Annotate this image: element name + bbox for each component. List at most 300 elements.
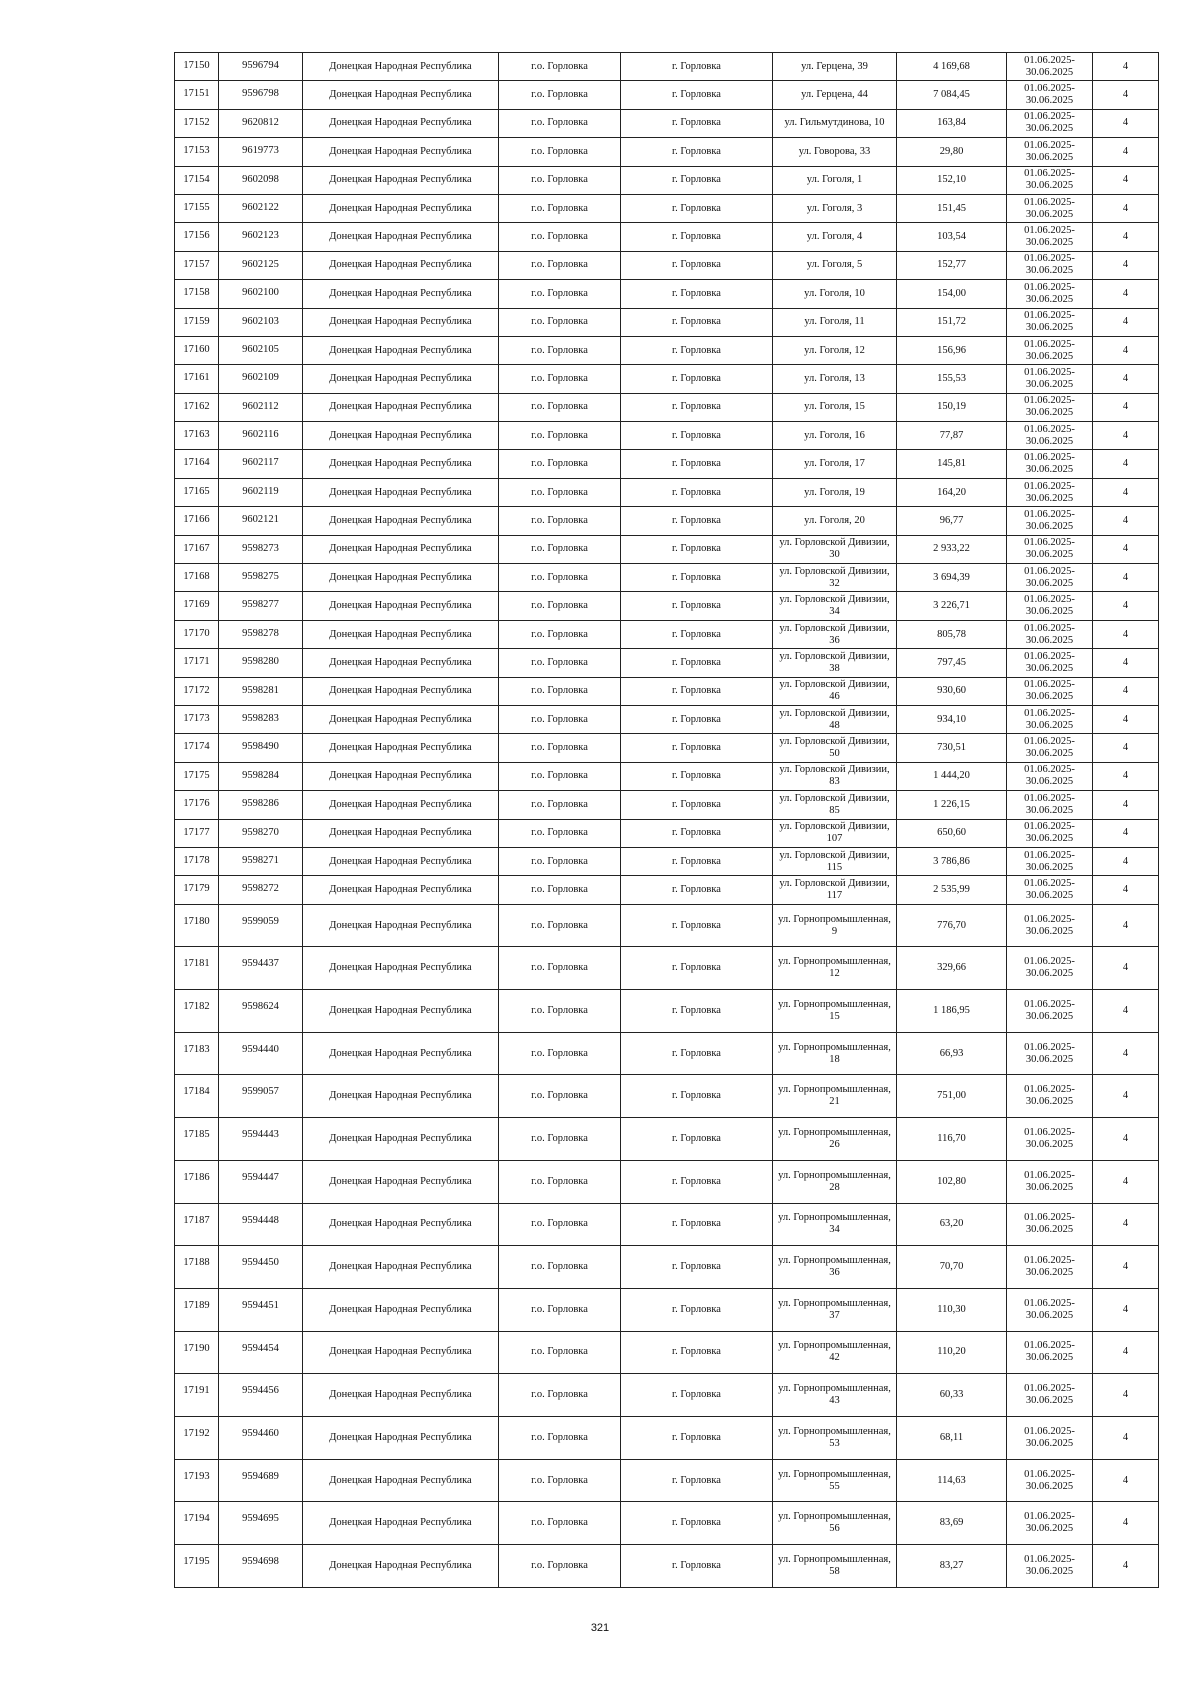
category-cell: 4 xyxy=(1093,990,1159,1033)
city-cell: г. Горловка xyxy=(621,1160,773,1203)
table-row xyxy=(175,1331,1159,1374)
category-cell: 4 xyxy=(1093,1459,1159,1502)
city-cell: г. Горловка xyxy=(621,620,773,648)
code-cell: 9599057 xyxy=(219,1075,303,1118)
table-row xyxy=(175,677,1159,705)
district-cell: г.о. Горловка xyxy=(499,649,621,677)
table-row xyxy=(175,109,1159,137)
address-cell: ул. Гоголя, 4 xyxy=(773,223,897,251)
period-cell: 01.06.2025-30.06.2025 xyxy=(1007,876,1093,904)
value-cell: 151,72 xyxy=(897,308,1007,336)
region-cell: Донецкая Народная Республика xyxy=(303,819,499,847)
table-row xyxy=(175,81,1159,109)
value-cell: 797,45 xyxy=(897,649,1007,677)
district-cell: г.о. Горловка xyxy=(499,1118,621,1161)
table-row xyxy=(175,819,1159,847)
category-cell: 4 xyxy=(1093,705,1159,733)
value-cell: 730,51 xyxy=(897,734,1007,762)
row-number-cell: 17151 xyxy=(175,81,219,109)
code-cell: 9598277 xyxy=(219,592,303,620)
table-row xyxy=(175,422,1159,450)
period-cell: 01.06.2025-30.06.2025 xyxy=(1007,1203,1093,1246)
value-cell: 63,20 xyxy=(897,1203,1007,1246)
category-cell: 4 xyxy=(1093,535,1159,563)
value-cell: 2 933,22 xyxy=(897,535,1007,563)
row-number-cell: 17167 xyxy=(175,535,219,563)
category-cell: 4 xyxy=(1093,677,1159,705)
address-cell: ул. Горнопромышленная, 55 xyxy=(773,1459,897,1502)
category-cell: 4 xyxy=(1093,762,1159,790)
period-cell: 01.06.2025-30.06.2025 xyxy=(1007,450,1093,478)
value-cell: 7 084,45 xyxy=(897,81,1007,109)
period-cell: 01.06.2025-30.06.2025 xyxy=(1007,791,1093,819)
row-number-cell: 17159 xyxy=(175,308,219,336)
city-cell: г. Горловка xyxy=(621,336,773,364)
value-cell: 110,20 xyxy=(897,1331,1007,1374)
city-cell: г. Горловка xyxy=(621,53,773,81)
district-cell: г.о. Горловка xyxy=(499,1331,621,1374)
district-cell: г.о. Горловка xyxy=(499,762,621,790)
code-cell: 9596798 xyxy=(219,81,303,109)
region-cell: Донецкая Народная Республика xyxy=(303,791,499,819)
address-cell: ул. Гоголя, 17 xyxy=(773,450,897,478)
category-cell: 4 xyxy=(1093,1203,1159,1246)
category-cell: 4 xyxy=(1093,507,1159,535)
table-row xyxy=(175,1246,1159,1289)
row-number-cell: 17186 xyxy=(175,1160,219,1203)
value-cell: 110,30 xyxy=(897,1288,1007,1331)
region-cell: Донецкая Народная Республика xyxy=(303,1502,499,1545)
code-cell: 9602100 xyxy=(219,280,303,308)
region-cell: Донецкая Народная Республика xyxy=(303,280,499,308)
address-cell: ул. Горнопромышленная, 34 xyxy=(773,1203,897,1246)
district-cell: г.о. Горловка xyxy=(499,819,621,847)
value-cell: 3 226,71 xyxy=(897,592,1007,620)
address-cell: ул. Горловской Дивизии, 117 xyxy=(773,876,897,904)
district-cell: г.о. Горловка xyxy=(499,1545,621,1588)
period-cell: 01.06.2025-30.06.2025 xyxy=(1007,1075,1093,1118)
city-cell: г. Горловка xyxy=(621,791,773,819)
table-row xyxy=(175,990,1159,1033)
address-cell: ул. Гоголя, 3 xyxy=(773,194,897,222)
code-cell: 9602117 xyxy=(219,450,303,478)
row-number-cell: 17154 xyxy=(175,166,219,194)
period-cell: 01.06.2025-30.06.2025 xyxy=(1007,1374,1093,1417)
period-cell: 01.06.2025-30.06.2025 xyxy=(1007,1246,1093,1289)
row-number-cell: 17157 xyxy=(175,251,219,279)
category-cell: 4 xyxy=(1093,393,1159,421)
row-number-cell: 17182 xyxy=(175,990,219,1033)
region-cell: Донецкая Народная Республика xyxy=(303,1331,499,1374)
row-number-cell: 17181 xyxy=(175,947,219,990)
region-cell: Донецкая Народная Республика xyxy=(303,53,499,81)
city-cell: г. Горловка xyxy=(621,1032,773,1075)
table-row xyxy=(175,1160,1159,1203)
value-cell: 68,11 xyxy=(897,1416,1007,1459)
category-cell: 4 xyxy=(1093,109,1159,137)
value-cell: 1 444,20 xyxy=(897,762,1007,790)
value-cell: 154,00 xyxy=(897,280,1007,308)
city-cell: г. Горловка xyxy=(621,251,773,279)
city-cell: г. Горловка xyxy=(621,734,773,762)
address-cell: ул. Гоголя, 15 xyxy=(773,393,897,421)
period-cell: 01.06.2025-30.06.2025 xyxy=(1007,620,1093,648)
value-cell: 102,80 xyxy=(897,1160,1007,1203)
table-row xyxy=(175,904,1159,947)
district-cell: г.о. Горловка xyxy=(499,308,621,336)
table-row xyxy=(175,1459,1159,1502)
value-cell: 2 535,99 xyxy=(897,876,1007,904)
city-cell: г. Горловка xyxy=(621,904,773,947)
region-cell: Донецкая Народная Республика xyxy=(303,904,499,947)
category-cell: 4 xyxy=(1093,592,1159,620)
code-cell: 9598281 xyxy=(219,677,303,705)
region-cell: Донецкая Народная Республика xyxy=(303,194,499,222)
value-cell: 83,27 xyxy=(897,1545,1007,1588)
district-cell: г.о. Горловка xyxy=(499,990,621,1033)
value-cell: 152,10 xyxy=(897,166,1007,194)
region-cell: Донецкая Народная Республика xyxy=(303,535,499,563)
address-cell: ул. Гоголя, 12 xyxy=(773,336,897,364)
row-number-cell: 17166 xyxy=(175,507,219,535)
district-cell: г.о. Горловка xyxy=(499,1288,621,1331)
district-cell: г.о. Горловка xyxy=(499,1416,621,1459)
period-cell: 01.06.2025-30.06.2025 xyxy=(1007,762,1093,790)
district-cell: г.о. Горловка xyxy=(499,535,621,563)
city-cell: г. Горловка xyxy=(621,280,773,308)
table-row xyxy=(175,649,1159,677)
table-row xyxy=(175,1545,1159,1588)
category-cell: 4 xyxy=(1093,223,1159,251)
code-cell: 9602121 xyxy=(219,507,303,535)
address-cell: ул. Горнопромышленная, 56 xyxy=(773,1502,897,1545)
category-cell: 4 xyxy=(1093,81,1159,109)
city-cell: г. Горловка xyxy=(621,223,773,251)
district-cell: г.о. Горловка xyxy=(499,1160,621,1203)
table-row xyxy=(175,138,1159,166)
period-cell: 01.06.2025-30.06.2025 xyxy=(1007,1288,1093,1331)
city-cell: г. Горловка xyxy=(621,819,773,847)
table-row xyxy=(175,507,1159,535)
row-number-cell: 17175 xyxy=(175,762,219,790)
region-cell: Донецкая Народная Республика xyxy=(303,1075,499,1118)
address-cell: ул. Гоголя, 20 xyxy=(773,507,897,535)
period-cell: 01.06.2025-30.06.2025 xyxy=(1007,1118,1093,1161)
city-cell: г. Горловка xyxy=(621,705,773,733)
registry-table xyxy=(174,52,1159,1588)
code-cell: 9594450 xyxy=(219,1246,303,1289)
city-cell: г. Горловка xyxy=(621,1118,773,1161)
address-cell: ул. Горнопромышленная, 43 xyxy=(773,1374,897,1417)
category-cell: 4 xyxy=(1093,564,1159,592)
code-cell: 9620812 xyxy=(219,109,303,137)
row-number-cell: 17170 xyxy=(175,620,219,648)
period-cell: 01.06.2025-30.06.2025 xyxy=(1007,422,1093,450)
period-cell: 01.06.2025-30.06.2025 xyxy=(1007,592,1093,620)
city-cell: г. Горловка xyxy=(621,1288,773,1331)
table-row xyxy=(175,365,1159,393)
city-cell: г. Горловка xyxy=(621,564,773,592)
address-cell: ул. Горловской Дивизии, 30 xyxy=(773,535,897,563)
page-number: 321 xyxy=(590,1622,610,1634)
region-cell: Донецкая Народная Республика xyxy=(303,947,499,990)
value-cell: 805,78 xyxy=(897,620,1007,648)
category-cell: 4 xyxy=(1093,1032,1159,1075)
city-cell: г. Горловка xyxy=(621,535,773,563)
table-row xyxy=(175,847,1159,875)
city-cell: г. Горловка xyxy=(621,1331,773,1374)
code-cell: 9598283 xyxy=(219,705,303,733)
address-cell: ул. Горнопромышленная, 53 xyxy=(773,1416,897,1459)
table-row xyxy=(175,1032,1159,1075)
city-cell: г. Горловка xyxy=(621,1545,773,1588)
value-cell: 751,00 xyxy=(897,1075,1007,1118)
district-cell: г.о. Горловка xyxy=(499,109,621,137)
value-cell: 60,33 xyxy=(897,1374,1007,1417)
district-cell: г.о. Горловка xyxy=(499,251,621,279)
period-cell: 01.06.2025-30.06.2025 xyxy=(1007,280,1093,308)
address-cell: ул. Гоголя, 13 xyxy=(773,365,897,393)
district-cell: г.о. Горловка xyxy=(499,138,621,166)
period-cell: 01.06.2025-30.06.2025 xyxy=(1007,53,1093,81)
row-number-cell: 17183 xyxy=(175,1032,219,1075)
category-cell: 4 xyxy=(1093,1545,1159,1588)
city-cell: г. Горловка xyxy=(621,1502,773,1545)
table-row xyxy=(175,1118,1159,1161)
code-cell: 9594698 xyxy=(219,1545,303,1588)
region-cell: Донецкая Народная Республика xyxy=(303,478,499,506)
code-cell: 9602109 xyxy=(219,365,303,393)
row-number-cell: 17164 xyxy=(175,450,219,478)
city-cell: г. Горловка xyxy=(621,422,773,450)
category-cell: 4 xyxy=(1093,819,1159,847)
category-cell: 4 xyxy=(1093,365,1159,393)
value-cell: 145,81 xyxy=(897,450,1007,478)
region-cell: Донецкая Народная Республика xyxy=(303,81,499,109)
address-cell: ул. Горловской Дивизии, 83 xyxy=(773,762,897,790)
code-cell: 9598490 xyxy=(219,734,303,762)
region-cell: Донецкая Народная Республика xyxy=(303,1545,499,1588)
code-cell: 9602103 xyxy=(219,308,303,336)
region-cell: Донецкая Народная Республика xyxy=(303,990,499,1033)
district-cell: г.о. Горловка xyxy=(499,422,621,450)
code-cell: 9594454 xyxy=(219,1331,303,1374)
category-cell: 4 xyxy=(1093,308,1159,336)
address-cell: ул. Горнопромышленная, 12 xyxy=(773,947,897,990)
table-row xyxy=(175,876,1159,904)
category-cell: 4 xyxy=(1093,450,1159,478)
region-cell: Донецкая Народная Республика xyxy=(303,109,499,137)
row-number-cell: 17190 xyxy=(175,1331,219,1374)
district-cell: г.о. Горловка xyxy=(499,365,621,393)
category-cell: 4 xyxy=(1093,280,1159,308)
address-cell: ул. Горнопромышленная, 26 xyxy=(773,1118,897,1161)
value-cell: 776,70 xyxy=(897,904,1007,947)
period-cell: 01.06.2025-30.06.2025 xyxy=(1007,705,1093,733)
address-cell: ул. Горнопромышленная, 15 xyxy=(773,990,897,1033)
district-cell: г.о. Горловка xyxy=(499,705,621,733)
period-cell: 01.06.2025-30.06.2025 xyxy=(1007,336,1093,364)
code-cell: 9599059 xyxy=(219,904,303,947)
category-cell: 4 xyxy=(1093,1288,1159,1331)
address-cell: ул. Гоголя, 10 xyxy=(773,280,897,308)
city-cell: г. Горловка xyxy=(621,507,773,535)
region-cell: Донецкая Народная Республика xyxy=(303,336,499,364)
category-cell: 4 xyxy=(1093,194,1159,222)
city-cell: г. Горловка xyxy=(621,947,773,990)
city-cell: г. Горловка xyxy=(621,592,773,620)
code-cell: 9602125 xyxy=(219,251,303,279)
table-row xyxy=(175,620,1159,648)
category-cell: 4 xyxy=(1093,1246,1159,1289)
row-number-cell: 17187 xyxy=(175,1203,219,1246)
city-cell: г. Горловка xyxy=(621,677,773,705)
category-cell: 4 xyxy=(1093,847,1159,875)
table-row xyxy=(175,947,1159,990)
code-cell: 9598270 xyxy=(219,819,303,847)
period-cell: 01.06.2025-30.06.2025 xyxy=(1007,564,1093,592)
value-cell: 930,60 xyxy=(897,677,1007,705)
value-cell: 83,69 xyxy=(897,1502,1007,1545)
row-number-cell: 17155 xyxy=(175,194,219,222)
category-cell: 4 xyxy=(1093,1502,1159,1545)
region-cell: Донецкая Народная Республика xyxy=(303,677,499,705)
code-cell: 9598284 xyxy=(219,762,303,790)
region-cell: Донецкая Народная Республика xyxy=(303,1374,499,1417)
address-cell: ул. Говорова, 33 xyxy=(773,138,897,166)
city-cell: г. Горловка xyxy=(621,762,773,790)
table-row xyxy=(175,734,1159,762)
district-cell: г.о. Горловка xyxy=(499,847,621,875)
code-cell: 9594448 xyxy=(219,1203,303,1246)
address-cell: ул. Гильмутдинова, 10 xyxy=(773,109,897,137)
period-cell: 01.06.2025-30.06.2025 xyxy=(1007,109,1093,137)
row-number-cell: 17178 xyxy=(175,847,219,875)
period-cell: 01.06.2025-30.06.2025 xyxy=(1007,1160,1093,1203)
code-cell: 9602122 xyxy=(219,194,303,222)
row-number-cell: 17172 xyxy=(175,677,219,705)
table-row xyxy=(175,592,1159,620)
district-cell: г.о. Горловка xyxy=(499,1374,621,1417)
category-cell: 4 xyxy=(1093,478,1159,506)
row-number-cell: 17163 xyxy=(175,422,219,450)
table-row xyxy=(175,1416,1159,1459)
value-cell: 3 694,39 xyxy=(897,564,1007,592)
region-cell: Донецкая Народная Республика xyxy=(303,592,499,620)
row-number-cell: 17174 xyxy=(175,734,219,762)
table-row xyxy=(175,1203,1159,1246)
period-cell: 01.06.2025-30.06.2025 xyxy=(1007,904,1093,947)
region-cell: Донецкая Народная Республика xyxy=(303,1246,499,1289)
value-cell: 156,96 xyxy=(897,336,1007,364)
code-cell: 9602119 xyxy=(219,478,303,506)
district-cell: г.о. Горловка xyxy=(499,1075,621,1118)
region-cell: Донецкая Народная Республика xyxy=(303,450,499,478)
city-cell: г. Горловка xyxy=(621,1203,773,1246)
city-cell: г. Горловка xyxy=(621,1075,773,1118)
address-cell: ул. Горнопромышленная, 36 xyxy=(773,1246,897,1289)
category-cell: 4 xyxy=(1093,422,1159,450)
district-cell: г.о. Горловка xyxy=(499,734,621,762)
row-number-cell: 17184 xyxy=(175,1075,219,1118)
row-number-cell: 17162 xyxy=(175,393,219,421)
value-cell: 164,20 xyxy=(897,478,1007,506)
table-row xyxy=(175,251,1159,279)
category-cell: 4 xyxy=(1093,734,1159,762)
code-cell: 9596794 xyxy=(219,53,303,81)
code-cell: 9602098 xyxy=(219,166,303,194)
category-cell: 4 xyxy=(1093,53,1159,81)
code-cell: 9594443 xyxy=(219,1118,303,1161)
address-cell: ул. Горловской Дивизии, 48 xyxy=(773,705,897,733)
table-row xyxy=(175,1502,1159,1545)
value-cell: 4 169,68 xyxy=(897,53,1007,81)
region-cell: Донецкая Народная Республика xyxy=(303,876,499,904)
code-cell: 9598280 xyxy=(219,649,303,677)
district-cell: г.о. Горловка xyxy=(499,507,621,535)
table-row xyxy=(175,478,1159,506)
city-cell: г. Горловка xyxy=(621,876,773,904)
value-cell: 163,84 xyxy=(897,109,1007,137)
row-number-cell: 17177 xyxy=(175,819,219,847)
value-cell: 114,63 xyxy=(897,1459,1007,1502)
district-cell: г.о. Горловка xyxy=(499,223,621,251)
row-number-cell: 17191 xyxy=(175,1374,219,1417)
city-cell: г. Горловка xyxy=(621,365,773,393)
table-row xyxy=(175,393,1159,421)
row-number-cell: 17158 xyxy=(175,280,219,308)
region-cell: Донецкая Народная Республика xyxy=(303,365,499,393)
row-number-cell: 17193 xyxy=(175,1459,219,1502)
row-number-cell: 17185 xyxy=(175,1118,219,1161)
category-cell: 4 xyxy=(1093,138,1159,166)
district-cell: г.о. Горловка xyxy=(499,1246,621,1289)
region-cell: Донецкая Народная Республика xyxy=(303,734,499,762)
address-cell: ул. Гоголя, 16 xyxy=(773,422,897,450)
row-number-cell: 17152 xyxy=(175,109,219,137)
region-cell: Донецкая Народная Республика xyxy=(303,138,499,166)
code-cell: 9598278 xyxy=(219,620,303,648)
code-cell: 9598271 xyxy=(219,847,303,875)
category-cell: 4 xyxy=(1093,791,1159,819)
row-number-cell: 17160 xyxy=(175,336,219,364)
code-cell: 9602116 xyxy=(219,422,303,450)
value-cell: 116,70 xyxy=(897,1118,1007,1161)
value-cell: 66,93 xyxy=(897,1032,1007,1075)
city-cell: г. Горловка xyxy=(621,308,773,336)
period-cell: 01.06.2025-30.06.2025 xyxy=(1007,1331,1093,1374)
district-cell: г.о. Горловка xyxy=(499,478,621,506)
region-cell: Донецкая Народная Республика xyxy=(303,1416,499,1459)
region-cell: Донецкая Народная Республика xyxy=(303,1032,499,1075)
period-cell: 01.06.2025-30.06.2025 xyxy=(1007,734,1093,762)
address-cell: ул. Горловской Дивизии, 36 xyxy=(773,620,897,648)
address-cell: ул. Горнопромышленная, 58 xyxy=(773,1545,897,1588)
city-cell: г. Горловка xyxy=(621,81,773,109)
category-cell: 4 xyxy=(1093,166,1159,194)
category-cell: 4 xyxy=(1093,1374,1159,1417)
category-cell: 4 xyxy=(1093,1118,1159,1161)
period-cell: 01.06.2025-30.06.2025 xyxy=(1007,819,1093,847)
district-cell: г.о. Горловка xyxy=(499,904,621,947)
category-cell: 4 xyxy=(1093,1416,1159,1459)
row-number-cell: 17156 xyxy=(175,223,219,251)
category-cell: 4 xyxy=(1093,649,1159,677)
region-cell: Донецкая Народная Республика xyxy=(303,620,499,648)
period-cell: 01.06.2025-30.06.2025 xyxy=(1007,1032,1093,1075)
period-cell: 01.06.2025-30.06.2025 xyxy=(1007,1502,1093,1545)
address-cell: ул. Горнопромышленная, 21 xyxy=(773,1075,897,1118)
